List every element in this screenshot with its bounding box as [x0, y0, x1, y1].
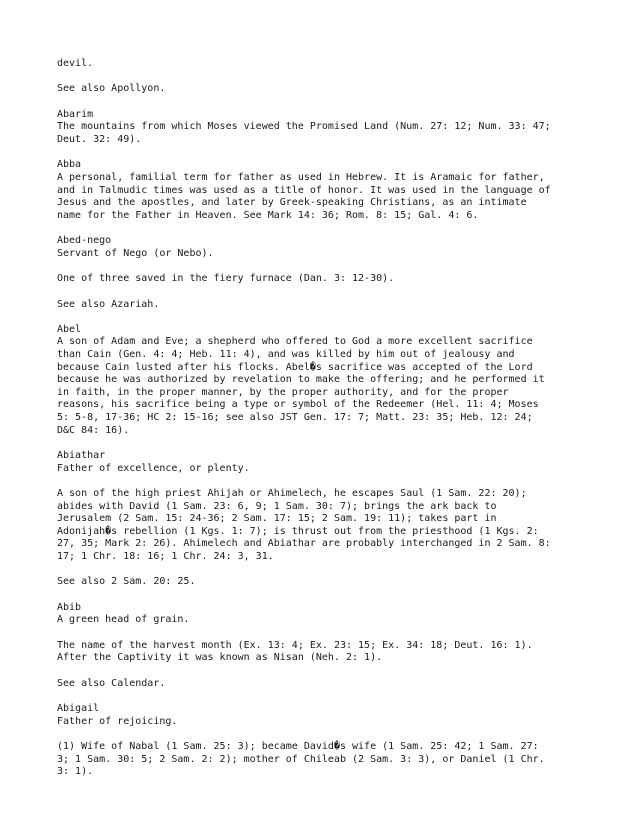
entry-abed-nego: Abed-nego Servant of Nego (or Nebo).	[57, 235, 214, 259]
paragraph-abed-nego-detail: One of three saved in the fiery furnace (Dan. 3: 12-30).	[57, 273, 395, 285]
entry-abel: Abel A son of Adam and Eve; a shepherd who offered to God a more excellent sacrifice than Cain (Gen. 4: 4; Heb. 11: 4), and was killed by him out of jealousy and because Cain lusted after his flocks. Abel�s sacrifice was accepted of the Lord because he was authorized by revelation to make the offering; and he performed it in faith, in the proper manner, by the proper authority, and for the proper reasons, his sacrifice being a type or symbol of the Redeemer (Hel. 11: 4; Moses 5: 5-8, 17-36; HC 2: 15-16; see also JST Gen. 17: 7; Matt. 23: 35; Heb. 12: 24; D&C 84: 16).	[57, 323, 545, 436]
entry-abiathar: Abiathar Father of excellence, or plenty.	[57, 450, 250, 474]
paragraph-see-also-2-sam: See also 2 Sam. 20: 25.	[57, 576, 196, 588]
paragraph-see-also-apollyon: See also Apollyon.	[57, 83, 166, 95]
paragraph-abib-detail: The name of the harvest month (Ex. 13: 4; Ex. 23: 15; Ex. 34: 18; Deut. 16: 1). After the Captivity it was known as Nisan (Neh. 2: 1).	[57, 639, 533, 664]
paragraph-abiathar-detail: A son of the high priest Ahijah or Ahimelech, he escapes Saul (1 Sam. 22: 20); abides with David (1 Sam. 23: 6, 9; 1 Sam. 30: 7); brings the ark back to Jerusalem (2 Sam. 15: 24-36; 2 Sam. 17: 15; 2 Sam. 19: 11); takes part in Adonijah�s rebellion (1 Kgs. 1: 7); is thrust out from the priesthood (1 Kgs. 2: 27, 35; Mark 2: 26). Ahimelech and Abiathar are probably interchanged in 2 Sam. 8: 17; 1 Chr. 18: 16; 1 Chr. 24: 3, 31.	[57, 488, 551, 562]
paragraph-see-also-calendar: See also Calendar.	[57, 677, 166, 689]
paragraph-see-also-azariah: See also Azariah.	[57, 298, 160, 310]
paragraph-abigail-detail: (1) Wife of Nabal (1 Sam. 25: 3); became David�s wife (1 Sam. 25: 42; 1 Sam. 27: 3; 1 Sam. 30: 5; 2 Sam. 2: 2); mother of Chileab (2 Sam. 3: 3), or Daniel (1 Chr. 3: 1).	[57, 741, 545, 778]
paragraph-devil: devil.	[57, 58, 94, 69]
entry-abba: Abba A personal, familial term for father as used in Hebrew. It is Aramaic for father, and in Talmudic times was used as a title of honor. It was used in the language of Jesus and the apostles, and later by Greek-speaking Christians, as an intimate name for the Father in Heaven. See Mark 14: 36; Rom. 8: 15; Gal. 4: 6.	[57, 159, 551, 221]
document-page	[57, 58, 587, 792]
entry-abigail: Abigail Father of rejoicing.	[57, 703, 178, 727]
entry-abarim: Abarim The mountains from which Moses viewed the Promised Land (Num. 27: 12; Num. 33: 47; Deut. 32: 49).	[57, 108, 551, 145]
entry-abib: Abib A green head of grain.	[57, 601, 190, 626]
